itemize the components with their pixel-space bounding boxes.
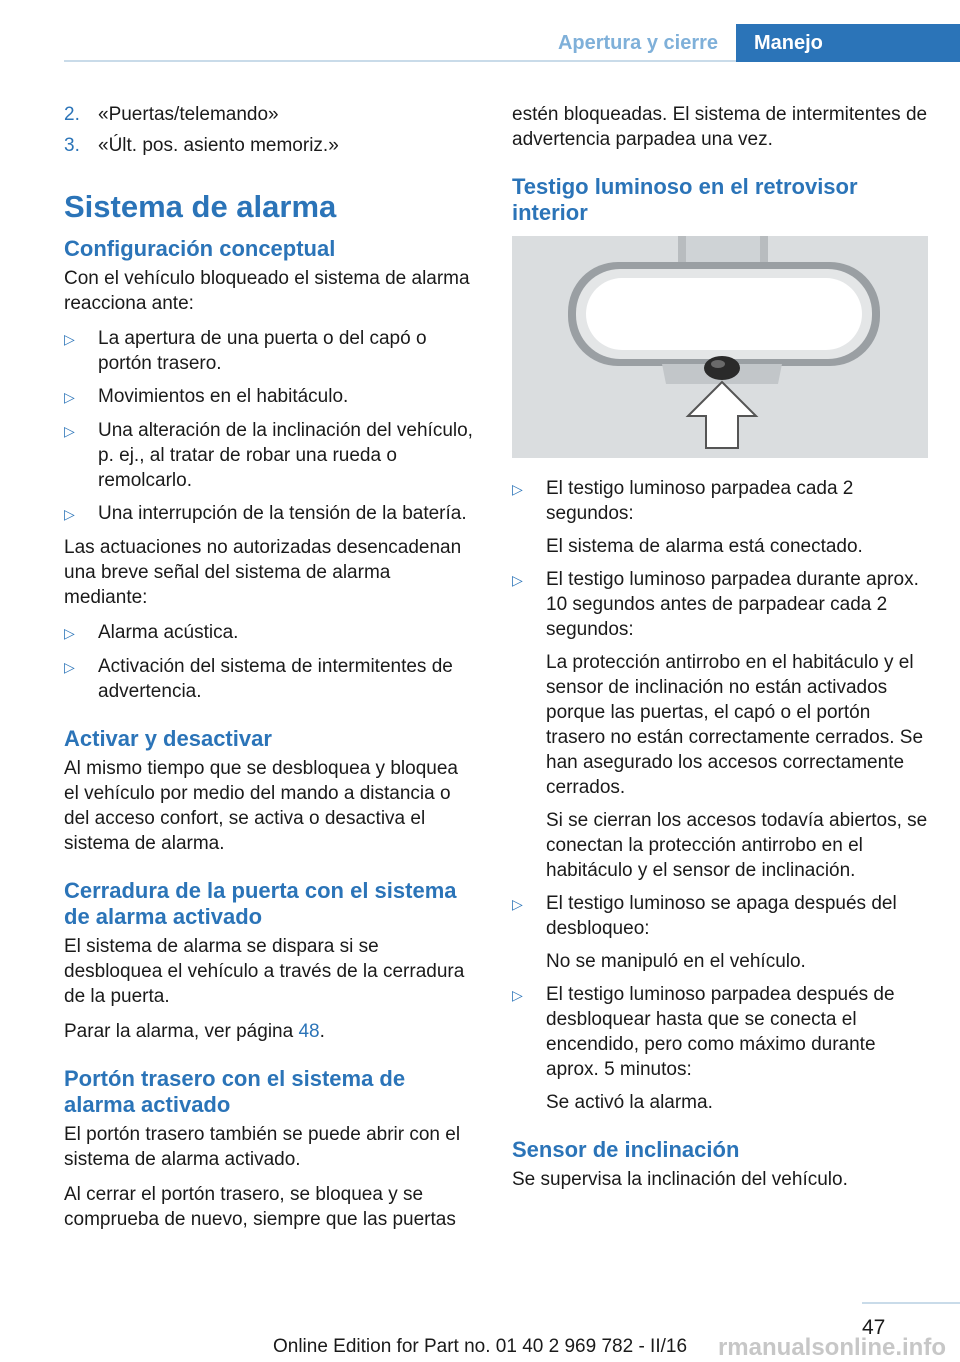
edition-footer: Online Edition for Part no. 01 40 2 969 782 - II/16	[272, 1336, 688, 1357]
footer-rule	[862, 1302, 960, 1304]
left-column	[64, 102, 478, 1242]
triangle-bullet-icon: ▷	[512, 572, 523, 588]
triangle-bullet-icon: ▷	[512, 896, 523, 912]
heading-activate: Activar y desactivar	[64, 726, 272, 751]
tilt-text: Se supervisa la inclinación del vehículo.	[512, 1169, 848, 1190]
triangle-bullet-icon: ▷	[64, 389, 75, 405]
list-item: ▷ Una alteración de la inclinación del vehículo, p. ej., al tratar de robar una rueda o remolcarlo.	[64, 420, 473, 491]
stop-alarm-ref: Parar la alarma, ver página 48.	[64, 1021, 325, 1042]
list-item: ▷ La apertura de una puerta o del capó o portón trasero.	[64, 328, 427, 374]
concept-bullets	[64, 326, 478, 527]
list-item: ▷ El testigo luminoso parpadea después de desbloquear hasta que se conecta el encendido, pero como máximo durante aprox. 5 minutos: Se activó la alarma.	[512, 984, 895, 1113]
list-item: ▷ Activación del sistema de intermitentes de advertencia.	[64, 656, 453, 702]
triangle-bullet-icon: ▷	[64, 659, 75, 675]
tailgate-text-2: Al cerrar el portón trasero, se bloquea y se comprueba de nuevo, siempre que las puertas	[64, 1184, 456, 1230]
heading-concept: Configuración conceptual	[64, 236, 336, 261]
triangle-bullet-icon: ▷	[64, 331, 75, 347]
list-item: ▷ El testigo luminoso parpadea cada 2 segundos: El sistema de alarma está conectado.	[512, 478, 863, 557]
list-item: ▷ Una interrupción de la tensión de la batería.	[64, 501, 478, 527]
triangle-bullet-icon: ▷	[512, 987, 523, 1003]
heading-door-lock: Cerradura de la puerta con el sistema de alarma activado	[64, 878, 457, 929]
tailgate-text-1: El portón trasero también se puede abrir con el sistema de alarma activado.	[64, 1124, 461, 1170]
concept-bullets-2	[64, 620, 478, 704]
triangle-bullet-icon: ▷	[64, 625, 75, 641]
concept-para: Las actuaciones no autorizadas desencadenan una breve señal del sistema de alarma mediante:	[64, 537, 462, 608]
concept-intro: Con el vehículo bloqueado el sistema de alarma reacciona ante:	[64, 268, 470, 314]
page-link[interactable]: 48	[298, 1021, 320, 1042]
list-item: ▷ Movimientos en el habitáculo.	[64, 384, 478, 410]
heading-tilt: Sensor de inclinación	[512, 1137, 740, 1162]
numbered-list	[64, 102, 478, 158]
mirror-illustration	[512, 236, 928, 458]
rearview-mirror-icon	[512, 236, 928, 458]
indicator-list	[512, 476, 930, 1115]
triangle-bullet-icon: ▷	[512, 481, 523, 497]
list-item: ▷ El testigo luminoso se apaga después del desbloqueo: No se manipuló en el vehículo.	[512, 893, 897, 972]
triangle-bullet-icon: ▷	[64, 506, 75, 522]
list-item: ▷ El testigo luminoso parpadea durante aprox. 10 segundos antes de parpadear cada 2 segundos: La protección antirrobo en el habitáculo y el sensor de inclinación no están activados porque las puertas, el capó o el portón trasero no están correctamente cerrados. Se han asegurado los accesos correctamente cerrados. Si se cierran los accesos todavía abiertos, se conectan la protección antirrobo en el habitáculo y el sensor de inclinación.	[512, 569, 928, 881]
heading-tailgate: Portón trasero con el sistema de alarma activado	[64, 1066, 406, 1117]
heading-indicator: Testigo luminoso en el retrovisor interior	[512, 174, 858, 225]
page-title: Sistema de alarma	[64, 189, 337, 224]
page-number: 47	[862, 1316, 886, 1339]
list-item: ▷ Alarma acústica.	[64, 620, 478, 646]
list-item: 3. «Últ. pos. asiento memoriz.»	[64, 135, 339, 156]
list-item: 2. «Puertas/telemando»	[64, 104, 279, 125]
activate-text: Al mismo tiempo que se desbloquea y bloquea el vehículo por medio del mando a distancia o del acceso confort, se activa o desactiva el sistema de alarma.	[64, 758, 458, 854]
triangle-bullet-icon: ▷	[64, 423, 75, 439]
door-lock-text: El sistema de alarma se dispara si se desbloquea el vehículo a través de la cerradura de la puerta.	[64, 936, 465, 1007]
watermark: rmanualsonline.info	[717, 1334, 946, 1361]
right-column	[512, 102, 930, 1202]
continued-text: estén bloqueadas. El sistema de intermitentes de advertencia parpadea una vez.	[512, 104, 928, 150]
chapter-tab[interactable]: Manejo	[736, 24, 960, 62]
section-tab[interactable]: Apertura y cierre	[557, 31, 719, 54]
